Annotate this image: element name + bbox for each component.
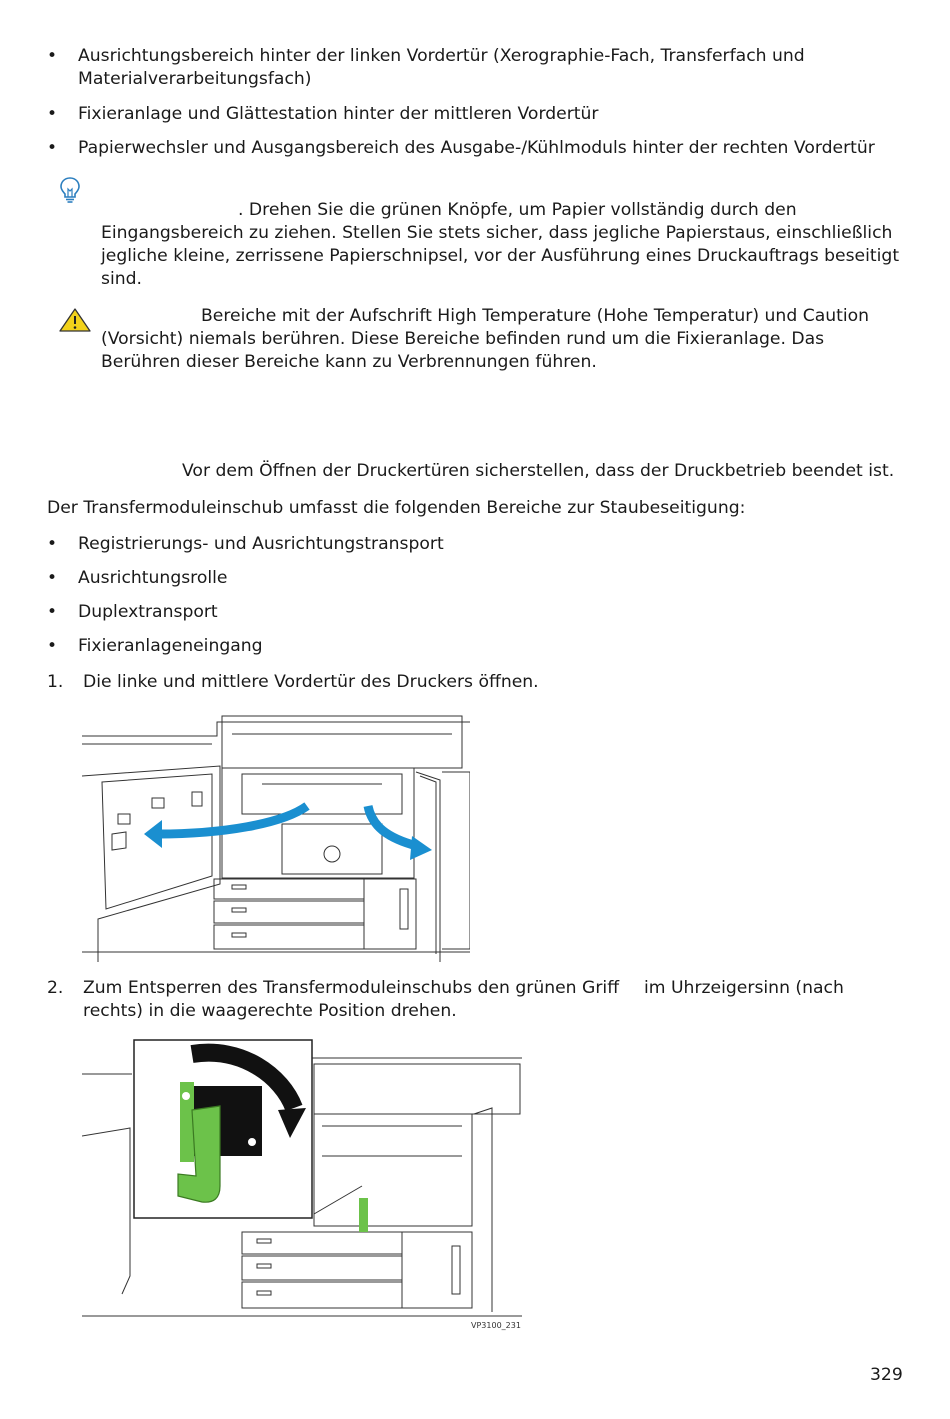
- bullet: •: [47, 138, 58, 158]
- step-number: 2.: [47, 978, 64, 998]
- tip-text: Eingangsbereich zu ziehen. Stellen Sie stets sicher, dass jegliche Papierstaus, einschließlich jegliche kleine, zerrissene Papierschnipsel, vor der Ausführung eines Druckauftrags beseitigt sind.: [101, 223, 900, 289]
- intro-text: Der Transfermoduleinschub umfasst die folgenden Bereiche zur Staubeseitigung:: [47, 498, 746, 518]
- tip-line1: . Drehen Sie die grünen Knöpfe, um Papier vollständig durch den: [238, 200, 797, 220]
- lightbulb-icon: [58, 176, 82, 204]
- bullet: •: [47, 602, 58, 622]
- page-number: 329: [870, 1365, 903, 1385]
- printer-doors-open-figure: [82, 714, 470, 962]
- step-text: Zum Entsperren des Transfermoduleinschubs den grünen Griff: [83, 978, 620, 998]
- bullet: •: [47, 568, 58, 588]
- list-item: Fixieranlageneingang: [78, 636, 263, 656]
- bullet: •: [47, 104, 58, 124]
- caution-text: (Vorsicht) niemals berühren. Diese Bereiche befinden rund um die Fixieranlage. Das Berühren dieser Bereiche kann zu Verbrennungen führen.: [101, 329, 825, 372]
- green-handle-figure: [82, 1036, 522, 1332]
- list-item: Ausrichtungsrolle: [78, 568, 228, 588]
- note-text: Vor dem Öffnen der Druckertüren sicherstellen, dass der Druckbetrieb beendet ist.: [182, 461, 895, 481]
- list-item: Duplextransport: [78, 602, 218, 622]
- step-text-line2: rechts) in die waagerechte Position drehen.: [83, 1001, 457, 1021]
- list-item: Papierwechsler und Ausgangsbereich des Ausgabe-/Kühlmoduls hinter der rechten Vordertür: [78, 138, 875, 158]
- step-text-cont: im Uhrzeigersinn (nach: [644, 978, 844, 998]
- caution-line1: Bereiche mit der Aufschrift High Temperature (Hohe Temperatur) und Caution: [201, 306, 870, 326]
- list-item: Registrierungs- und Ausrichtungstransport: [78, 534, 444, 554]
- step-text: Die linke und mittlere Vordertür des Druckers öffnen.: [83, 672, 539, 692]
- bullet: •: [47, 46, 58, 66]
- step-number: 1.: [47, 672, 64, 692]
- bullet: •: [47, 636, 58, 656]
- list-item: Ausrichtungsbereich hinter der linken Vordertür (Xerographie-Fach, Transferfach und Materialverarbeitungsfach): [78, 46, 805, 89]
- bullet: •: [47, 534, 58, 554]
- warning-icon: [58, 307, 92, 333]
- list-item: Fixieranlage und Glättestation hinter der mittleren Vordertür: [78, 104, 599, 124]
- figure-label: VP3100_231: [471, 1321, 521, 1330]
